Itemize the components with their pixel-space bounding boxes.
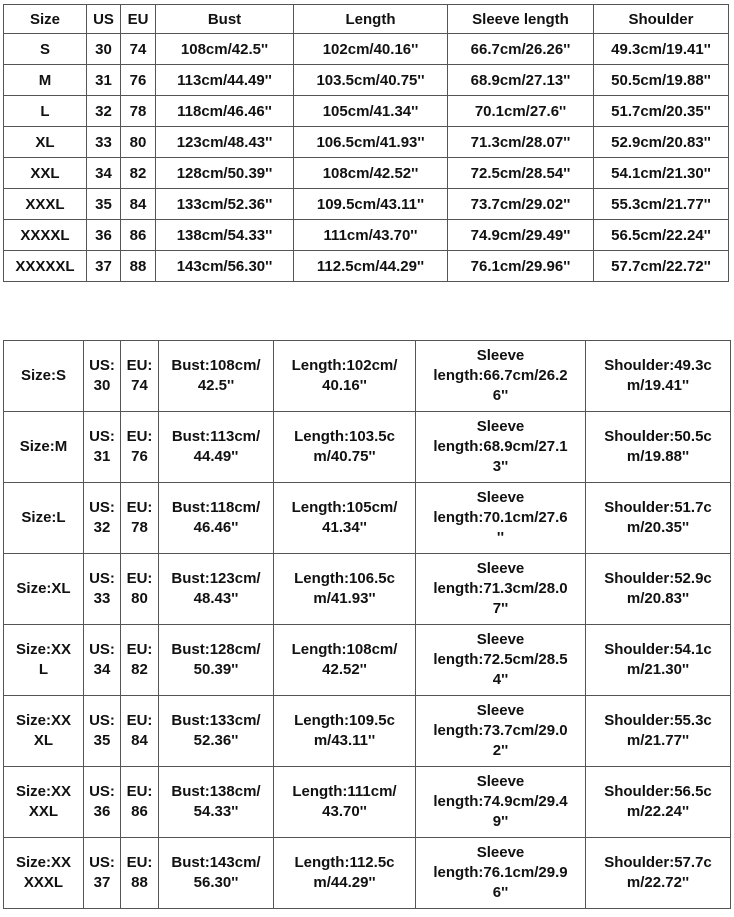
cell-text-line: Sleeve: [476, 418, 525, 435]
column-header: Bust: [156, 5, 294, 34]
cell-text-line: Shoulder:51.7c: [604, 499, 712, 516]
cell-text-line: 86: [131, 803, 148, 820]
table-cell: [84, 554, 121, 625]
table-cell: [586, 625, 731, 696]
table-cell: 123cm/48.43'': [156, 127, 294, 158]
table-cell: [586, 838, 731, 909]
table-row: [4, 696, 731, 767]
table-cell: XXXXL: [4, 220, 87, 251]
column-header: Sleeve length: [448, 5, 594, 34]
table-cell: 105cm/41.34'': [294, 96, 448, 127]
cell-text-line: 80: [131, 590, 148, 607]
cell-text-line: 4'': [492, 671, 509, 688]
table-cell: 103.5cm/40.75'': [294, 65, 448, 96]
table-row: [4, 838, 731, 909]
table-cell: [274, 341, 416, 412]
table-cell: 133cm/52.36'': [156, 189, 294, 220]
table-cell: [4, 696, 84, 767]
cell-text-line: length:76.1cm/29.9: [433, 864, 568, 881]
cell-text-line: 76: [131, 448, 148, 465]
cell-text-line: US:: [89, 499, 115, 516]
table-cell: 138cm/54.33'': [156, 220, 294, 251]
cell-text-line: 6'': [492, 884, 509, 901]
table-row: [4, 251, 729, 282]
cell-text-line: 2'': [492, 742, 509, 759]
table-cell: [159, 554, 274, 625]
cell-text-line: Size:XX: [15, 712, 72, 729]
table-cell: [274, 696, 416, 767]
cell-text-line: 30: [93, 377, 111, 394]
cell-text-line: 42.5'': [197, 377, 235, 394]
cell-text-line: EU:: [126, 570, 153, 587]
cell-text-line: XXXL: [23, 874, 64, 891]
cell-text-line: XL: [33, 732, 54, 749]
table-cell: 51.7cm/20.35'': [594, 96, 729, 127]
cell-text-line: Length:111cm/: [292, 783, 397, 800]
table-cell: [4, 767, 84, 838]
column-header: Length: [294, 5, 448, 34]
table-cell: [159, 341, 274, 412]
cell-text-line: EU:: [126, 641, 153, 658]
table-cell: XL: [4, 127, 87, 158]
cell-text-line: length:71.3cm/28.0: [433, 580, 568, 597]
table-cell: 86: [121, 220, 156, 251]
table-cell: [274, 412, 416, 483]
table-cell: [121, 341, 159, 412]
cell-text-line: 43.70'': [322, 803, 367, 820]
cell-text-line: EU:: [126, 428, 153, 445]
table-header-row: [4, 5, 729, 34]
cell-text-line: 36: [93, 803, 111, 820]
cell-text-line: Bust:128cm/: [171, 641, 261, 658]
table-cell: 55.3cm/21.77'': [594, 189, 729, 220]
table-cell: [159, 625, 274, 696]
table-cell: [586, 341, 731, 412]
cell-text-line: 7'': [492, 600, 509, 617]
table-cell: XXXL: [4, 189, 87, 220]
table-cell: 32: [87, 96, 121, 127]
cell-text-line: 6'': [492, 387, 509, 404]
cell-text-line: Sleeve: [476, 773, 525, 790]
cell-text-line: m/44.29'': [313, 874, 376, 891]
cell-text-line: 78: [131, 519, 148, 536]
cell-text-line: Sleeve: [476, 347, 525, 364]
cell-text-line: Sleeve: [476, 489, 525, 506]
table-cell: 35: [87, 189, 121, 220]
table-cell: [416, 341, 586, 412]
table-cell: [84, 483, 121, 554]
table-cell: S: [4, 34, 87, 65]
cell-text-line: US:: [89, 570, 115, 587]
table-cell: [416, 767, 586, 838]
column-header: Shoulder: [594, 5, 729, 34]
table-cell: [4, 625, 84, 696]
cell-text-line: '': [496, 529, 505, 546]
table-cell: 143cm/56.30'': [156, 251, 294, 282]
cell-text-line: m/20.35'': [626, 519, 690, 536]
table-cell: 31: [87, 65, 121, 96]
table-row: [4, 189, 729, 220]
table-row: [4, 412, 731, 483]
table-cell: [4, 341, 84, 412]
cell-text-line: EU:: [126, 783, 153, 800]
table-row: [4, 34, 729, 65]
cell-text-line: 9'': [492, 813, 509, 830]
table-cell: [121, 554, 159, 625]
cell-text-line: Length:108cm/: [291, 641, 398, 658]
column-header: US: [87, 5, 121, 34]
table-cell: 74.9cm/29.49'': [448, 220, 594, 251]
table-cell: [416, 554, 586, 625]
table-cell: [84, 341, 121, 412]
cell-text-line: EU:: [126, 357, 153, 374]
cell-text-line: 82: [131, 661, 148, 678]
table-cell: 108cm/42.52'': [294, 158, 448, 189]
cell-text-line: 88: [131, 874, 148, 891]
cell-text-line: Length:105cm/: [291, 499, 398, 516]
table-row: [4, 767, 731, 838]
cell-text-line: 37: [93, 874, 111, 891]
table-cell: 33: [87, 127, 121, 158]
table-cell: [84, 838, 121, 909]
table-cell: [121, 625, 159, 696]
table-cell: [159, 838, 274, 909]
cell-text-line: length:66.7cm/26.2: [433, 367, 568, 384]
table-cell: [121, 696, 159, 767]
cell-text-line: m/22.24'': [626, 803, 690, 820]
table-cell: 73.7cm/29.02'': [448, 189, 594, 220]
table-row: [4, 341, 731, 412]
table-cell: 68.9cm/27.13'': [448, 65, 594, 96]
cell-text-line: m/19.88'': [626, 448, 690, 465]
cell-text-line: L: [38, 661, 49, 678]
table-cell: 88: [121, 251, 156, 282]
table-cell: 36: [87, 220, 121, 251]
table-cell: [274, 554, 416, 625]
cell-text-line: Size:XX: [15, 854, 72, 871]
table-cell: 34: [87, 158, 121, 189]
cell-text-line: 52.36'': [193, 732, 239, 749]
cell-text-line: 31: [93, 448, 111, 465]
cell-text-line: Bust:138cm/: [171, 783, 261, 800]
table-cell: 78: [121, 96, 156, 127]
cell-text-line: US:: [89, 783, 115, 800]
table-cell: 128cm/50.39'': [156, 158, 294, 189]
cell-text-line: 54.33'': [193, 803, 239, 820]
table-cell: [586, 696, 731, 767]
cell-text-line: EU:: [126, 712, 153, 729]
cell-text-line: US:: [89, 428, 115, 445]
table-row: [4, 554, 731, 625]
table-cell: 118cm/46.46'': [156, 96, 294, 127]
table-cell: 37: [87, 251, 121, 282]
table-row: [4, 65, 729, 96]
table-cell: [416, 412, 586, 483]
cell-text-line: Sleeve: [476, 702, 525, 719]
table-cell: L: [4, 96, 87, 127]
table-cell: [121, 483, 159, 554]
cell-text-line: 41.34'': [322, 519, 367, 536]
cell-text-line: Shoulder:56.5c: [604, 783, 712, 800]
table-cell: 70.1cm/27.6'': [448, 96, 594, 127]
size-chart-detail-table: [3, 340, 731, 909]
table-cell: 66.7cm/26.26'': [448, 34, 594, 65]
cell-text-line: Length:106.5c: [294, 570, 395, 587]
cell-text-line: 56.30'': [193, 874, 239, 891]
cell-text-line: 35: [93, 732, 111, 749]
cell-text-line: Shoulder:54.1c: [604, 641, 712, 658]
cell-text-line: EU:: [126, 854, 153, 871]
cell-text-line: Size:XL: [16, 580, 71, 597]
cell-text-line: 42.52'': [322, 661, 367, 678]
cell-text-line: 74: [131, 377, 148, 394]
cell-text-line: Shoulder:49.3c: [604, 357, 712, 374]
table-cell: [84, 767, 121, 838]
table-cell: [121, 838, 159, 909]
cell-text-line: Bust:108cm/: [171, 357, 261, 374]
table-cell: [4, 554, 84, 625]
cell-text-line: length:72.5cm/28.5: [433, 651, 568, 668]
table-cell: [121, 767, 159, 838]
cell-text-line: length:68.9cm/27.1: [433, 438, 568, 455]
table-cell: 71.3cm/28.07'': [448, 127, 594, 158]
table-cell: [416, 625, 586, 696]
cell-text-line: length:70.1cm/27.6: [433, 509, 568, 526]
table-cell: 76.1cm/29.96'': [448, 251, 594, 282]
cell-text-line: Shoulder:55.3c: [604, 712, 712, 729]
cell-text-line: length:74.9cm/29.4: [433, 793, 568, 810]
table-cell: [586, 412, 731, 483]
table-cell: 76: [121, 65, 156, 96]
cell-text-line: US:: [89, 641, 115, 658]
table-cell: 84: [121, 189, 156, 220]
column-header: Size: [4, 5, 87, 34]
cell-text-line: Sleeve: [476, 844, 525, 861]
table-cell: 112.5cm/44.29'': [294, 251, 448, 282]
table-cell: [416, 696, 586, 767]
table-cell: 30: [87, 34, 121, 65]
table-cell: 80: [121, 127, 156, 158]
table-cell: XXL: [4, 158, 87, 189]
cell-text-line: Shoulder:57.7c: [604, 854, 712, 871]
cell-text-line: Sleeve: [476, 560, 525, 577]
table-row: [4, 158, 729, 189]
table-cell: [159, 767, 274, 838]
table-cell: [84, 696, 121, 767]
table-cell: [4, 838, 84, 909]
cell-text-line: Bust:123cm/: [171, 570, 261, 587]
table-cell: [274, 767, 416, 838]
table-cell: 113cm/44.49'': [156, 65, 294, 96]
cell-text-line: Sleeve: [476, 631, 525, 648]
cell-text-line: 33: [93, 590, 111, 607]
table-cell: 102cm/40.16'': [294, 34, 448, 65]
table-cell: 72.5cm/28.54'': [448, 158, 594, 189]
cell-text-line: Length:112.5c: [294, 854, 395, 871]
cell-text-line: 50.39'': [193, 661, 239, 678]
cell-text-line: US:: [89, 357, 115, 374]
cell-text-line: Length:102cm/: [291, 357, 398, 374]
cell-text-line: Size:XX: [15, 783, 72, 800]
table-cell: 74: [121, 34, 156, 65]
table-cell: 82: [121, 158, 156, 189]
cell-text-line: m/21.30'': [626, 661, 690, 678]
table-cell: [159, 412, 274, 483]
table-cell: 50.5cm/19.88'': [594, 65, 729, 96]
cell-text-line: 3'': [492, 458, 509, 475]
cell-text-line: Bust:113cm/: [171, 428, 261, 445]
table-cell: 108cm/42.5'': [156, 34, 294, 65]
cell-text-line: 44.49'': [193, 448, 239, 465]
table-row: [4, 96, 729, 127]
cell-text-line: 40.16'': [322, 377, 367, 394]
table-cell: [416, 838, 586, 909]
table-cell: [586, 767, 731, 838]
cell-text-line: length:73.7cm/29.0: [433, 722, 568, 739]
cell-text-line: Length:109.5c: [294, 712, 395, 729]
table-cell: [159, 696, 274, 767]
table-cell: [274, 838, 416, 909]
cell-text-line: 46.46'': [193, 519, 239, 536]
table-cell: 106.5cm/41.93'': [294, 127, 448, 158]
cell-text-line: Bust:133cm/: [171, 712, 261, 729]
cell-text-line: m/20.83'': [626, 590, 690, 607]
cell-text-line: Bust:118cm/: [171, 499, 261, 516]
table-cell: 52.9cm/20.83'': [594, 127, 729, 158]
table-cell: 111cm/43.70'': [294, 220, 448, 251]
cell-text-line: US:: [89, 712, 115, 729]
cell-text-line: 84: [131, 732, 148, 749]
table-cell: 49.3cm/19.41'': [594, 34, 729, 65]
table-cell: 57.7cm/22.72'': [594, 251, 729, 282]
cell-text-line: m/21.77'': [626, 732, 690, 749]
cell-text-line: EU:: [126, 499, 153, 516]
cell-text-line: 32: [93, 519, 111, 536]
cell-text-line: Size:L: [21, 509, 66, 526]
cell-text-line: 48.43'': [193, 590, 239, 607]
table-cell: 54.1cm/21.30'': [594, 158, 729, 189]
table-cell: XXXXXL: [4, 251, 87, 282]
table-cell: [586, 483, 731, 554]
table-row: [4, 127, 729, 158]
table-cell: [121, 412, 159, 483]
table-cell: [4, 483, 84, 554]
cell-text-line: Size:M: [19, 438, 68, 455]
cell-text-line: Shoulder:50.5c: [604, 428, 712, 445]
cell-text-line: Size:S: [20, 367, 66, 384]
table-cell: 56.5cm/22.24'': [594, 220, 729, 251]
size-chart-table: [3, 4, 729, 282]
cell-text-line: Shoulder:52.9c: [604, 570, 712, 587]
table-row: [4, 625, 731, 696]
cell-text-line: m/22.72'': [626, 874, 690, 891]
table-cell: [416, 483, 586, 554]
table-cell: [84, 412, 121, 483]
cell-text-line: Size:XX: [15, 641, 72, 658]
cell-text-line: US:: [89, 854, 115, 871]
table-cell: [159, 483, 274, 554]
cell-text-line: m/41.93'': [313, 590, 376, 607]
table-row: [4, 483, 731, 554]
cell-text-line: 34: [93, 661, 111, 678]
cell-text-line: Length:103.5c: [294, 428, 395, 445]
table-row: [4, 220, 729, 251]
column-header: EU: [121, 5, 156, 34]
cell-text-line: m/19.41'': [626, 377, 690, 394]
table-cell: [4, 412, 84, 483]
cell-text-line: XXL: [28, 803, 59, 820]
table-cell: [274, 625, 416, 696]
table-cell: M: [4, 65, 87, 96]
cell-text-line: m/40.75'': [313, 448, 376, 465]
cell-text-line: m/43.11'': [313, 732, 376, 749]
table-cell: [274, 483, 416, 554]
cell-text-line: Bust:143cm/: [171, 854, 261, 871]
table-cell: [84, 625, 121, 696]
table-cell: [586, 554, 731, 625]
table-cell: 109.5cm/43.11'': [294, 189, 448, 220]
